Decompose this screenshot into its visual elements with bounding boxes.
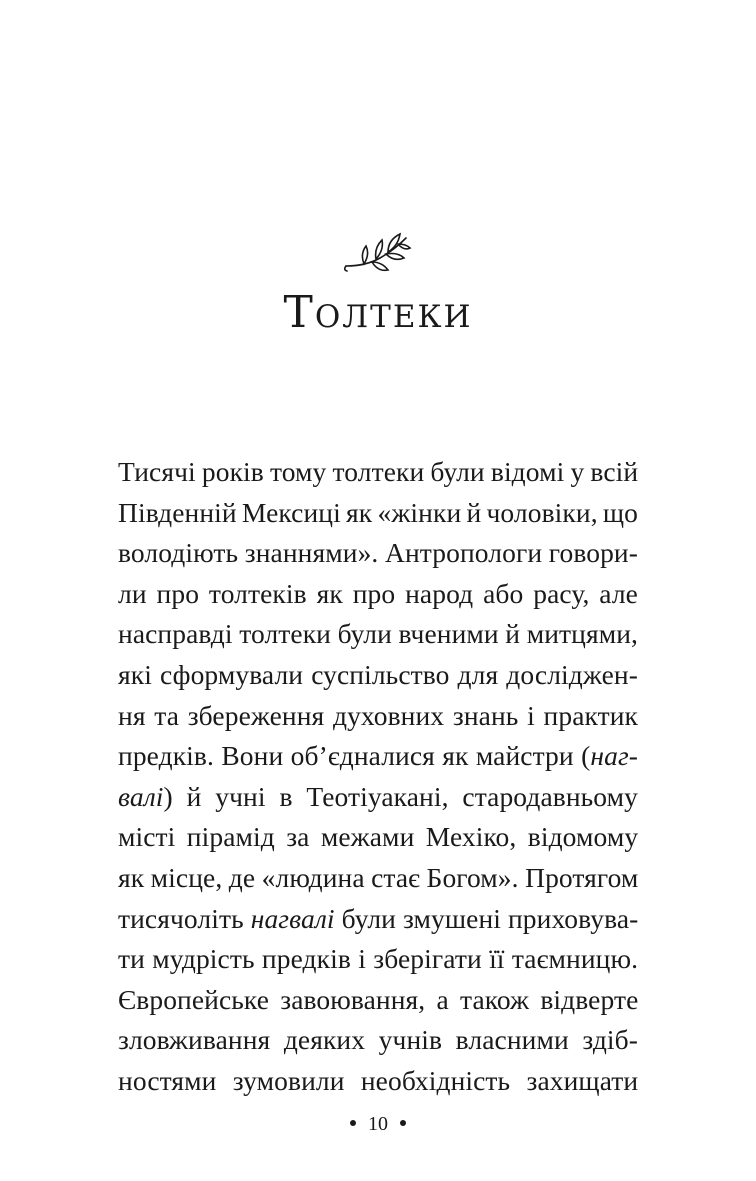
text-line: ли про толтеків як про народ або расу, але [118,577,638,609]
text-line: Європейське завоювання, а також відверте [118,983,639,1015]
text-line: Тисячі років тому толтеки були відомі у всій [118,456,639,487]
text-line: тисячоліть нагвалі були змушені приховува- [118,902,639,934]
text-line: ти мудрість предків і зберігати її таємницю. [118,943,639,975]
bullet-icon [400,1120,406,1126]
text-line: зловживання деяких учнів власними здіб- [118,1024,638,1056]
bullet-icon [350,1120,356,1126]
text-line: предків. Вони об’єдналися як майстри (наг- [118,740,639,772]
text-line: як місце, де «людина стає Богом». Протягом [118,861,639,893]
text-line: валі) й учні в Теотіуакані, стародавньому [118,780,638,812]
leaf-branch-icon [344,232,412,276]
text-line: Південній Мексиці як «жінки й чоловіки, що [118,496,638,528]
text-line: володіють знаннями». Антропологи говори- [118,537,638,569]
italic-term: наг- [590,740,639,772]
text-line: ня та збереження духовних знань і практик [118,699,638,731]
italic-term: валі [118,780,164,812]
chapter-title: Толтеки [283,287,473,338]
text-line: ностями зумовили необхідність захищати [118,1064,639,1096]
text-line: насправді толтеки були вченими й митцями, [118,618,638,650]
body-text [118,452,638,1102]
italic-term: нагвалі [250,902,335,934]
text-line: місті пірамід за межами Мехіко, відомому [118,821,639,853]
text-line: які сформували суспільство для досліджен- [118,658,638,690]
page-number-footer [0,1108,756,1140]
page-number: 10 [368,1113,388,1135]
